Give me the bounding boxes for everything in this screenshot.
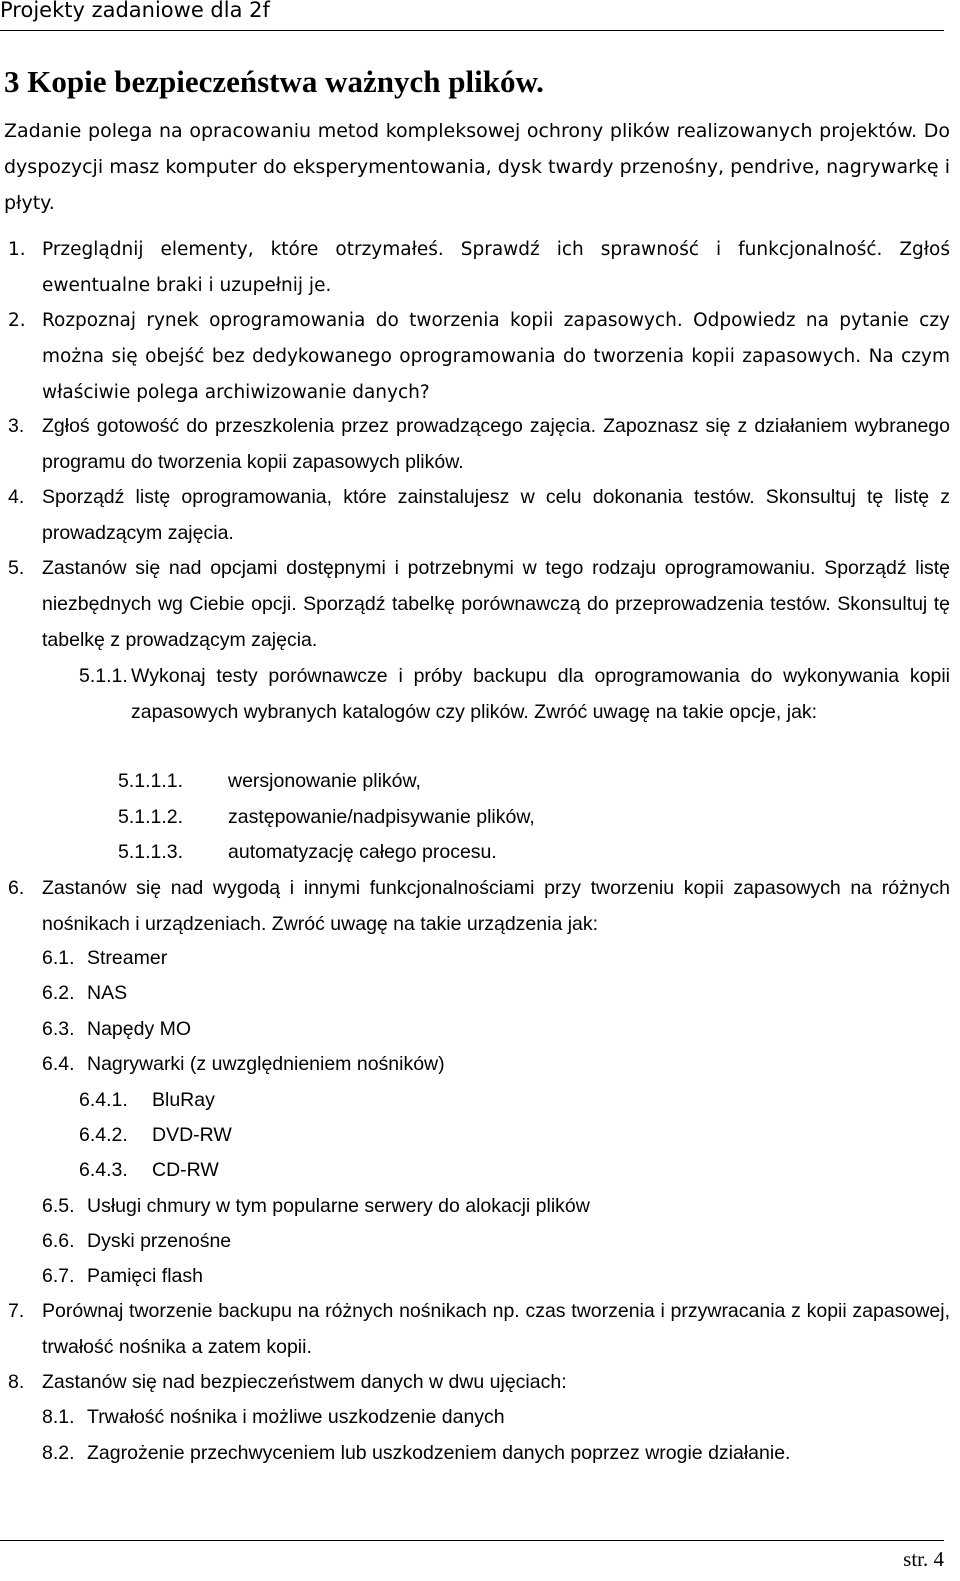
list-item bbox=[8, 870, 950, 942]
list-item-number: 1. bbox=[8, 239, 26, 260]
list-item-number: 5.1.1.2. bbox=[118, 806, 184, 828]
list-item-number: 6. bbox=[8, 877, 25, 899]
list-item bbox=[79, 658, 950, 730]
page-number: str. 4 bbox=[903, 1547, 944, 1571]
list-item-text: CD-RW bbox=[152, 1159, 219, 1181]
list-item bbox=[42, 975, 887, 1011]
list-item bbox=[118, 834, 928, 870]
list-item-number: 6.7. bbox=[42, 1265, 75, 1287]
list-item-text: Trwałość nośnika i możliwe uszkodzenie danych bbox=[87, 1406, 505, 1428]
list-item-text: Dyski przenośne bbox=[87, 1230, 232, 1252]
list-item-text: Wykonaj testy porównawcze i próby backupu dla oprogramowania do wykonywania kopii zapasowych wybranych katalogów czy plików. Zwróć uwagę na takie opcje, jak: bbox=[131, 665, 950, 723]
list-item-text: Usługi chmury w tym popularne serwery do alokacji plików bbox=[87, 1195, 590, 1217]
section-title: 3 Kopie bezpieczeństwa ważnych plików. bbox=[4, 64, 544, 99]
list-item-number: 5.1.1.1. bbox=[118, 770, 184, 792]
list-item-number: 5.1.1. bbox=[79, 665, 128, 687]
list-item-number: 6.4.1. bbox=[79, 1089, 128, 1111]
list-item bbox=[8, 303, 950, 411]
list-item bbox=[8, 1293, 950, 1365]
list-item-text: Porównaj tworzenie backupu na różnych nośnikach np. czas tworzenia i przywracania z kopii zapasowej, trwałość nośnika a zatem kopii. bbox=[42, 1300, 950, 1358]
list-item-number: 6.3. bbox=[42, 1018, 75, 1040]
list-item bbox=[42, 940, 887, 976]
list-item bbox=[8, 479, 950, 551]
list-item-text: Napędy MO bbox=[87, 1018, 192, 1040]
list-item-number: 5.1.1.3. bbox=[118, 841, 184, 863]
list-item bbox=[42, 1223, 887, 1259]
list-item bbox=[8, 232, 950, 304]
list-item-text: Sporządź listę oprogramowania, które zainstalujesz w celu dokonania testów. Skonsultuj tę listę z prowadzącym zajęcia. bbox=[42, 486, 950, 544]
header-title: Projekty zadaniowe dla 2f bbox=[0, 0, 270, 22]
list-item bbox=[42, 1011, 887, 1047]
list-item-text: Przeglądnij elementy, które otrzymałeś. Sprawdź ich sprawność i funkcjonalność. Zgłoś ewentualne braki i uzupełnij je. bbox=[42, 239, 950, 296]
list-item-number: 6.4.2. bbox=[79, 1124, 128, 1146]
page-footer bbox=[0, 1540, 944, 1575]
list-item-text: Zastanów się nad opcjami dostępnymi i potrzebnymi w tego rodzaju oprogramowaniu. Sporządź listę niezbędnych wg Ciebie opcji. Sporządź tabelkę porównawczą do przeprowadzenia testów. Skonsultuj tę tabelkę z prowadzącym zajęcia. bbox=[42, 557, 950, 651]
list-item-number: 8.2. bbox=[42, 1442, 75, 1464]
list-item-text: wersjonowanie plików, bbox=[228, 770, 421, 792]
list-item-number: 2. bbox=[8, 310, 26, 331]
list-item-number: 6.5. bbox=[42, 1195, 75, 1217]
list-item-number: 6.6. bbox=[42, 1230, 75, 1252]
list-item-text: Zastanów się nad wygodą i innymi funkcjonalnościami przy tworzeniu kopii zapasowych na różnych nośnikach i urządzeniach. Zwróć uwagę na takie urządzenia jak: bbox=[42, 877, 950, 935]
list-item-text: automatyzację całego procesu. bbox=[228, 841, 497, 863]
list-item bbox=[79, 1152, 852, 1188]
list-item bbox=[42, 1435, 947, 1471]
list-item-number: 3. bbox=[8, 415, 25, 437]
list-item-text: DVD-RW bbox=[152, 1124, 232, 1146]
list-item-text: Nagrywarki (z uwzględnieniem nośników) bbox=[87, 1053, 445, 1075]
section-intro: Zadanie polega na opracowaniu metod kompleksowej ochrony plików realizowanych projektów. Do dyspozycji masz komputer do eksperymentowania, dysk twardy przenośny, pendrive, nagrywarkę i płyty. bbox=[4, 120, 950, 214]
list-item-number: 6.4. bbox=[42, 1053, 75, 1075]
list-item bbox=[79, 1082, 852, 1118]
list-item bbox=[8, 550, 950, 658]
list-item-number: 4. bbox=[8, 486, 25, 508]
list-item bbox=[42, 1188, 947, 1224]
list-item-text: zastępowanie/nadpisywanie plików, bbox=[228, 806, 535, 828]
list-item-text: Zagrożenie przechwyceniem lub uszkodzeniem danych poprzez wrogie działanie. bbox=[87, 1442, 791, 1464]
list-item-text: NAS bbox=[87, 982, 128, 1004]
list-item-text: Streamer bbox=[87, 947, 168, 969]
list-item-text: Pamięci flash bbox=[87, 1265, 203, 1287]
list-item-number: 5. bbox=[8, 557, 25, 579]
list-item-number: 6.1. bbox=[42, 947, 75, 969]
list-item bbox=[8, 1364, 950, 1400]
list-item-number: 7. bbox=[8, 1300, 25, 1322]
list-item-number: 6.4.3. bbox=[79, 1159, 128, 1181]
list-item bbox=[8, 408, 950, 480]
list-item bbox=[42, 1046, 887, 1082]
list-item-text: Zgłoś gotowość do przeszkolenia przez prowadzącego zajęcia. Zapoznasz się z działaniem wybranego programu do tworzenia kopii zapasowych plików. bbox=[42, 415, 950, 473]
list-item-number: 6.2. bbox=[42, 982, 75, 1004]
page-header bbox=[0, 0, 944, 31]
list-item-number: 8. bbox=[8, 1371, 25, 1393]
list-item-text: Zastanów się nad bezpieczeństwem danych w dwu ujęciach: bbox=[42, 1371, 567, 1393]
list-item bbox=[42, 1258, 887, 1294]
list-item bbox=[118, 799, 928, 835]
list-item bbox=[42, 1399, 947, 1435]
list-item-text: Rozpoznaj rynek oprogramowania do tworzenia kopii zapasowych. Odpowiedz na pytanie czy można się obejść bez dedykowanego oprogramowania do tworzenia kopii zapasowych. Na czym właściwie polega archiwizowanie danych? bbox=[42, 310, 950, 403]
list-item bbox=[118, 763, 928, 799]
list-item-number: 8.1. bbox=[42, 1406, 75, 1428]
list-item bbox=[79, 1117, 852, 1153]
list-item-text: BluRay bbox=[152, 1089, 215, 1111]
